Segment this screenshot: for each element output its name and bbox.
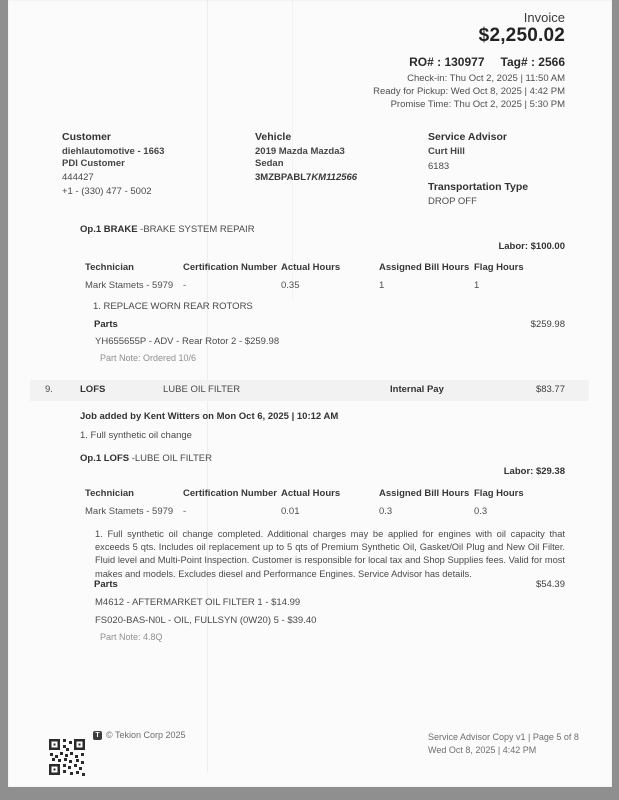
lofs-table-row: [85, 506, 565, 519]
customer-label: Customer: [62, 131, 112, 143]
vehicle-body-style: Sedan: [255, 158, 284, 169]
service-advisor-id: 6183: [428, 161, 450, 172]
actual-hours-cell: 0.01: [281, 506, 300, 517]
customer-request: 1. Full synthetic oil change: [80, 430, 192, 441]
job-code: LOFS: [80, 384, 106, 395]
column-header: Certification Number: [183, 262, 277, 273]
column-header: Technician: [85, 488, 134, 499]
invoice-amount: $2,250.02: [478, 25, 565, 46]
job-number: 9.: [45, 384, 53, 395]
actual-hours-cell: 0.35: [281, 280, 300, 291]
column-header: Actual Hours: [281, 488, 341, 499]
brake-op-title: Op.1 BRAKE -BRAKE SYSTEM REPAIR: [80, 224, 255, 235]
lofs-part-line: FS020-BAS-N0L - OIL, FULLSYN (0W20) 5 - $39.40: [95, 615, 317, 626]
technician-cell: Mark Stamets - 5979: [85, 280, 174, 291]
job-amount: $83.77: [535, 384, 565, 395]
transportation-type-value: DROP OFF: [428, 196, 477, 207]
assigned-bill-hours-cell: 0.3: [379, 506, 393, 517]
assigned-bill-hours-cell: 1: [379, 280, 385, 291]
column-header: Assigned Bill Hours: [379, 488, 470, 499]
service-advisor-label: Service Advisor: [428, 131, 507, 143]
column-header: Technician: [85, 262, 134, 273]
flag-hours-cell: 1: [474, 280, 480, 291]
lofs-parts-total: $54.39: [535, 579, 565, 590]
vehicle-label: Vehicle: [255, 131, 292, 143]
service-advisor-name: Curt Hill: [428, 146, 465, 157]
brake-line-item: 1. REPLACE WORN REAR ROTORS: [93, 301, 253, 312]
technician-cell: Mark Stamets - 5979: [85, 506, 174, 517]
qr-code: [48, 736, 86, 777]
customer-name: diehlautomotive - 1663: [62, 146, 165, 157]
lofs-job-row: [30, 380, 589, 401]
certification-cell: -: [183, 280, 187, 291]
footer-page-info: [428, 731, 579, 757]
lofs-part-line: M4612 - AFTERMARKET OIL FILTER 1 - $14.99: [95, 597, 301, 608]
job-name: LUBE OIL FILTER: [163, 384, 241, 395]
lofs-part-note: Part Note: 4.8Q: [100, 632, 163, 642]
brake-part-line: YH655655P - ADV - Rear Rotor 2 - $259.98: [95, 336, 280, 347]
brake-labor-amount: Labor: $100.00: [498, 241, 565, 252]
column-header: Flag Hours: [474, 488, 524, 499]
footer-copyright: [93, 730, 186, 740]
footer-date: Wed Oct 8, 2025 | 4:42 PM: [428, 745, 537, 755]
oil-change-description: 1. Full synthetic oil change completed. Additional charges may be applied for engines with oil capacity that exceeds 5 qts. Includes oil replacement up to 5 qts of Premium Synthetic Oil, Gasket/Oil Plug and New Oil Filter. Fluid level and Multi-Point Inspection. Customer is responsible for local tax and Shop Supplies fees. Valid for most makes and models. Excludes diesel and Performance Engines. Service Advisor has details.: [95, 529, 565, 579]
brake-table-header: [85, 262, 565, 275]
column-header: Flag Hours: [474, 262, 524, 273]
column-header: Certification Number: [183, 488, 277, 499]
brake-table-row: [85, 280, 565, 293]
vehicle-vin: 3MZBPABL7KM112566: [255, 172, 358, 183]
ro-tag-line: [409, 55, 565, 69]
flag-hours-cell: 0.3: [474, 506, 488, 517]
tekion-logo-icon: T: [93, 731, 102, 740]
lofs-op-title: Op.1 LOFS -LUBE OIL FILTER: [80, 453, 212, 464]
ready-for-pickup-time: Ready for Pickup: Wed Oct 8, 2025 | 4:42 PM: [373, 86, 565, 97]
brake-part-note: Part Note: Ordered 10/6: [100, 353, 197, 363]
tag-number: Tag# : 2566: [500, 55, 565, 69]
certification-cell: -: [183, 506, 187, 517]
brake-parts-total: $259.98: [530, 319, 565, 330]
copy-version-page: Service Advisor Copy v1 | Page 5 of 8: [428, 732, 579, 742]
ro-number: RO# : 130977: [409, 55, 485, 69]
vehicle-model: 2019 Mazda Mazda3: [255, 146, 345, 157]
column-header: Actual Hours: [281, 262, 341, 273]
lofs-parts-label: Parts: [94, 579, 118, 590]
job-added-by: Job added by Kent Witters on Mon Oct 6, 2025 | 10:12 AM: [80, 411, 339, 422]
invoice-label: Invoice: [523, 10, 565, 25]
lofs-table-header: [85, 488, 565, 501]
checkin-time: Check-in: Thu Oct 2, 2025 | 11:50 AM: [407, 73, 565, 84]
job-pay-type: Internal Pay: [390, 384, 444, 395]
customer-phone: +1 - (330) 477 - 5002: [62, 186, 152, 197]
customer-number: 444427: [62, 172, 94, 183]
promise-time: Promise Time: Thu Oct 2, 2025 | 5:30 PM: [390, 99, 565, 110]
lofs-labor-amount: Labor: $29.38: [503, 466, 565, 477]
transportation-type-label: Transportation Type: [428, 181, 529, 193]
brake-parts-label: Parts: [94, 319, 118, 330]
customer-type: PDI Customer: [62, 158, 125, 169]
column-header: Assigned Bill Hours: [379, 262, 470, 273]
copyright-text: © Tekion Corp 2025: [106, 730, 186, 740]
